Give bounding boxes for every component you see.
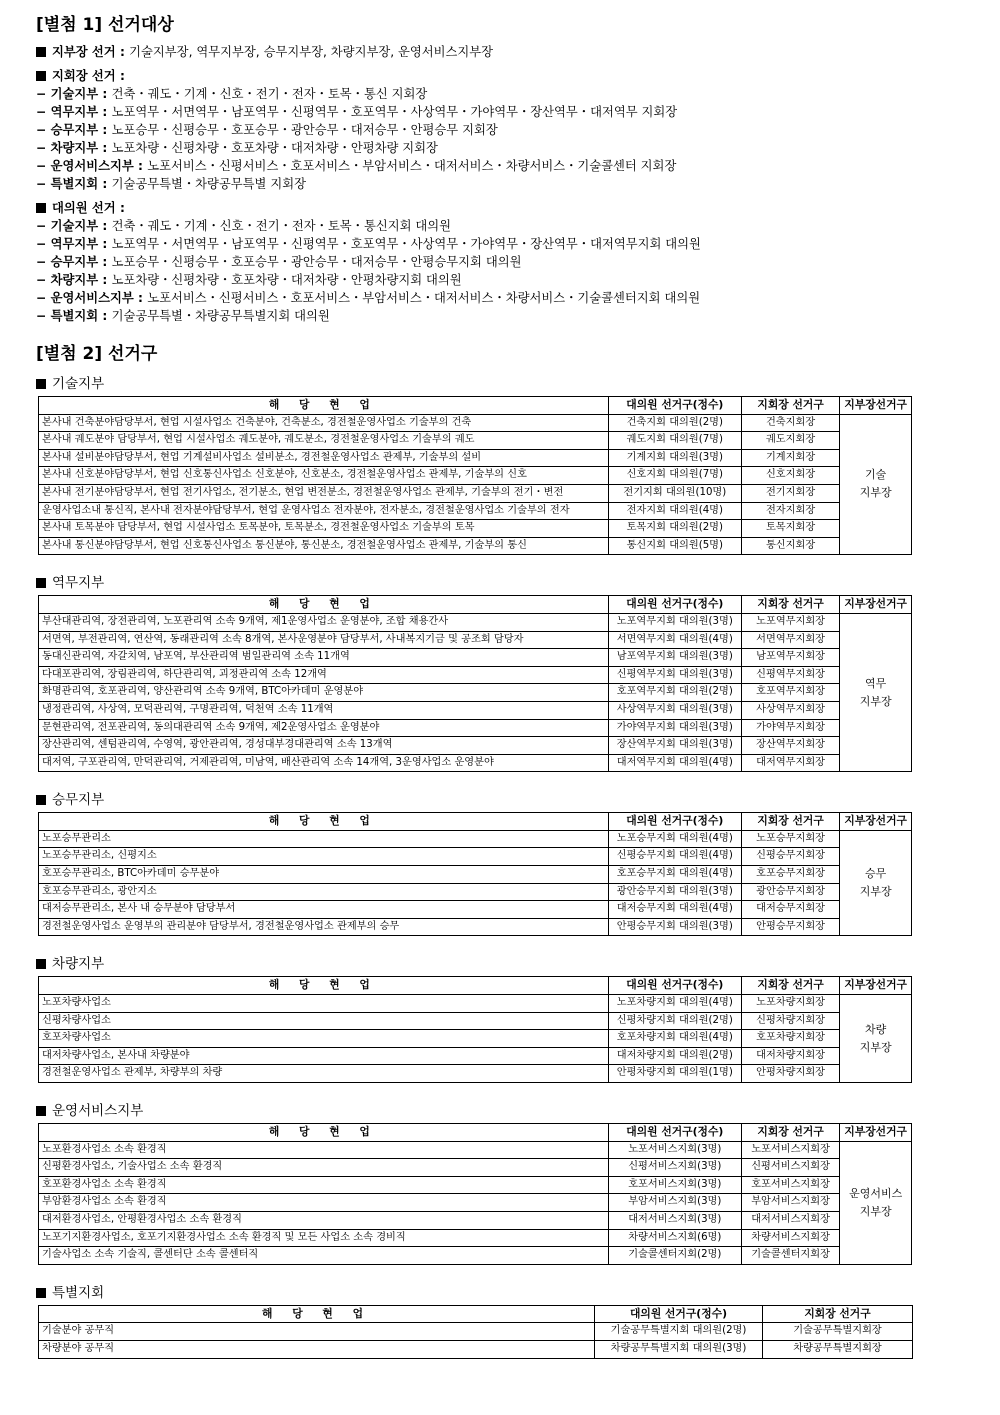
table-row <box>39 1065 912 1083</box>
chapter-head-item <box>36 175 966 193</box>
table-header-row <box>39 397 912 415</box>
cell-chapter: 호포차량지회장 <box>741 1030 839 1048</box>
cell-chapter: 통신지회장 <box>741 537 839 555</box>
cell-chapter: 신평서비스지회장 <box>741 1159 839 1177</box>
cell-work: 본사내 건축분야담당부서, 현업 시설사업소 건축분야, 건축분소, 경전철운영사업소 기술부의 건축 <box>39 414 609 432</box>
cell-work: 노포환경사업소 소속 환경직 <box>39 1141 609 1159</box>
table-wrapper <box>38 1123 966 1265</box>
chapter-head-item <box>36 157 966 175</box>
constituency-table <box>38 396 912 555</box>
delegate-item-text: 건축・궤도・기계・신호・전기・전자・토목・통신지회 대의원 <box>111 219 452 233</box>
table-row <box>39 719 912 737</box>
table-row <box>39 883 912 901</box>
branch-head-value: 기술지부장, 역무지부장, 승무지부장, 차량지부장, 운영서비스지부장 <box>129 45 494 59</box>
cell-work: 경전철운영사업소 운영부의 관리분야 담당부서, 경전철운영사업소 관제부의 승무 <box>39 918 609 936</box>
cell-work: 노포차량사업소 <box>39 995 609 1013</box>
cell-delegate: 통신지회 대의원(5명) <box>608 537 741 555</box>
dash-bullet: − <box>36 159 51 173</box>
chapter-head-item-text: 건축・궤도・기계・신호・전기・전자・토목・통신 지회장 <box>111 87 428 101</box>
table-row <box>39 995 912 1013</box>
delegate-item-name: 차량지부 <box>50 273 99 287</box>
table-row <box>39 848 912 866</box>
section-title: 운영서비스지부 <box>52 1103 144 1119</box>
square-bullet-icon <box>36 578 46 588</box>
cell-chapter: 기술콜센터지회장 <box>741 1247 839 1265</box>
dash-bullet: − <box>36 255 51 269</box>
constituency-table <box>38 1123 912 1265</box>
header-work: 해 당 현 업 <box>39 813 609 831</box>
table-wrapper <box>38 396 966 555</box>
dash-bullet: − <box>36 123 51 137</box>
table-row <box>39 918 912 936</box>
cell-work: 호포차량사업소 <box>39 1030 609 1048</box>
delegate-item <box>36 235 966 253</box>
cell-delegate: 신평차량지회 대의원(2명) <box>608 1012 741 1030</box>
constituency-table <box>38 595 912 772</box>
header-chapter: 지회장 선거구 <box>741 1124 839 1142</box>
table-row <box>39 701 912 719</box>
cell-chapter: 호포역무지회장 <box>741 684 839 702</box>
cell-work: 대저환경사업소, 안평환경사업소 소속 환경직 <box>39 1211 609 1229</box>
section-heading <box>36 571 966 591</box>
cell-chapter: 차량서비스지회장 <box>741 1229 839 1247</box>
cell-delegate: 노포승무지회 대의원(4명) <box>608 830 741 848</box>
cell-delegate: 대저서비스지회(3명) <box>608 1211 741 1229</box>
cell-delegate: 기술콜센터지회(2명) <box>608 1247 741 1265</box>
chapter-head-item-name: 역무지부 <box>50 105 99 119</box>
table-row <box>39 754 912 772</box>
document-page <box>36 10 966 1359</box>
cell-chapter: 토목지회장 <box>741 520 839 538</box>
chapter-head-item-text: 노포역무・서면역무・남포역무・신평역무・호포역무・사상역무・가야역무・장산역무・대저역무 지회장 <box>111 105 678 119</box>
cell-delegate: 호포승무지회 대의원(4명) <box>608 866 741 884</box>
cell-work: 호포승무관리소, BTC아카데미 승무분야 <box>39 866 609 884</box>
spacer <box>36 1265 966 1275</box>
header-delegate: 대의원 선거구(정수) <box>608 397 741 415</box>
constituency-table <box>38 812 912 936</box>
square-bullet-icon <box>36 379 46 389</box>
chapter-head-item-name: 기술지부 <box>50 87 99 101</box>
cell-branch: 차량 지부장 <box>840 995 912 1083</box>
cell-work: 본사내 토목분야 담당부서, 현업 시설사업소 토목분야, 토목분소, 경전철운영사업소 기술부의 토목 <box>39 520 609 538</box>
table-row <box>39 1340 913 1358</box>
header-work: 해 당 현 업 <box>39 977 609 995</box>
cell-delegate: 토목지회 대의원(2명) <box>608 520 741 538</box>
dash-bullet: − <box>36 219 51 233</box>
table-row <box>39 1176 912 1194</box>
cell-chapter: 광안승무지회장 <box>741 883 839 901</box>
cell-work: 기술사업소 소속 기술직, 콜센터단 소속 콜센터직 <box>39 1247 609 1265</box>
chapter-head-item <box>36 103 966 121</box>
separator: : <box>98 141 112 155</box>
cell-delegate: 차량서비스지회(6명) <box>608 1229 741 1247</box>
square-bullet-icon <box>36 1106 46 1116</box>
section-heading <box>36 952 966 972</box>
table-header-row <box>39 977 912 995</box>
square-bullet-icon <box>36 795 46 805</box>
cell-chapter: 대저차량지회장 <box>741 1047 839 1065</box>
cell-work: 부암환경사업소 소속 환경직 <box>39 1194 609 1212</box>
delegate-label: 대의원 선거 <box>52 201 116 215</box>
cell-delegate: 대저역무지회 대의원(4명) <box>608 754 741 772</box>
chapter-head-item-text: 노포서비스・신평서비스・호포서비스・부암서비스・대저서비스・차량서비스・기술콜센터 지회장 <box>147 159 677 173</box>
square-bullet-icon <box>36 1288 46 1298</box>
separator: : <box>98 273 112 287</box>
cell-work: 차량분야 공무직 <box>39 1340 595 1358</box>
cell-chapter: 대저서비스지회장 <box>741 1211 839 1229</box>
branch-head-election <box>36 43 966 61</box>
cell-chapter: 노포차량지회장 <box>741 995 839 1013</box>
cell-chapter: 노포서비스지회장 <box>741 1141 839 1159</box>
delegate-item-text: 기술공무특별・차량공무특별지회 대의원 <box>111 309 330 323</box>
table-row <box>39 1012 912 1030</box>
table-row <box>39 830 912 848</box>
header-delegate: 대의원 선거구(정수) <box>608 596 741 614</box>
cell-chapter: 기계지회장 <box>741 449 839 467</box>
cell-work: 기술분야 공무직 <box>39 1323 595 1341</box>
table-row <box>39 1323 913 1341</box>
section-heading <box>36 1099 966 1119</box>
cell-chapter: 건축지회장 <box>741 414 839 432</box>
section-title: 특별지회 <box>52 1284 105 1301</box>
delegate-item-name: 특별지회 <box>50 309 99 323</box>
header-work: 해 당 현 업 <box>39 397 609 415</box>
table-row <box>39 1030 912 1048</box>
dash-bullet: − <box>36 177 51 191</box>
cell-chapter: 전자지회장 <box>741 502 839 520</box>
cell-delegate: 건축지회 대의원(2명) <box>608 414 741 432</box>
square-bullet-icon <box>36 959 46 969</box>
cell-chapter: 노포역무지회장 <box>741 613 839 631</box>
cell-work: 신평환경사업소, 기술사업소 소속 환경직 <box>39 1159 609 1177</box>
cell-chapter: 호포승무지회장 <box>741 866 839 884</box>
cell-chapter: 안평차량지회장 <box>741 1065 839 1083</box>
cell-chapter: 호포서비스지회장 <box>741 1176 839 1194</box>
table-wrapper <box>38 812 966 936</box>
delegate-item <box>36 217 966 235</box>
cell-work: 본사내 궤도분야 담당부서, 현업 시설사업소 궤도분야, 궤도분소, 경전철운영사업소 기술부의 궤도 <box>39 432 609 450</box>
cell-chapter: 전기지회장 <box>741 484 839 502</box>
chapter-head-item <box>36 121 966 139</box>
header-chapter: 지회장 선거구 <box>741 977 839 995</box>
delegate-item-text: 노포역무・서면역무・남포역무・신평역무・호포역무・사상역무・가야역무・장산역무・대저역무지회 대의원 <box>111 237 701 251</box>
chapter-head-election <box>36 67 966 85</box>
header-work: 해 당 현 업 <box>39 1305 595 1323</box>
separator: : <box>133 159 148 173</box>
cell-work: 대저역, 구포관리역, 만덕관리역, 거제관리역, 미남역, 배산관리역 소속 14개역, 3운영사업소 운영분야 <box>39 754 609 772</box>
separator: : <box>98 219 112 233</box>
cell-work: 냉정관리역, 사상역, 모덕관리역, 구명관리역, 덕천역 소속 11개역 <box>39 701 609 719</box>
delegate-item-text: 노포차량・신평차량・호포차량・대저차량・안평차량지회 대의원 <box>111 273 462 287</box>
table-wrapper <box>38 1305 966 1359</box>
table-row <box>39 866 912 884</box>
delegate-item-name: 운영서비스지부 <box>50 291 134 305</box>
cell-branch: 기술 지부장 <box>840 414 912 555</box>
cell-delegate: 노포서비스지회(3명) <box>608 1141 741 1159</box>
delegate-item-text: 노포서비스・신평서비스・호포서비스・부암서비스・대저서비스・차량서비스・기술콜센터지회 대의원 <box>147 291 701 305</box>
cell-delegate: 신호지회 대의원(7명) <box>608 467 741 485</box>
table-header-row <box>39 813 912 831</box>
cell-work: 신평차량사업소 <box>39 1012 609 1030</box>
header-chapter: 지회장 선거구 <box>741 397 839 415</box>
header-delegate: 대의원 선거구(정수) <box>608 1124 741 1142</box>
delegate-item-text: 노포승무・신평승무・호포승무・광안승무・대저승무・안평승무지회 대의원 <box>111 255 522 269</box>
header-branch: 지부장선거구 <box>840 813 912 831</box>
cell-branch: 운영서비스 지부장 <box>840 1141 912 1264</box>
chapter-head-item <box>36 139 966 157</box>
header-branch: 지부장선거구 <box>840 596 912 614</box>
table-row <box>39 1229 912 1247</box>
table-row <box>39 631 912 649</box>
header-chapter: 지회장 선거구 <box>763 1305 913 1323</box>
cell-work: 문현관리역, 전포관리역, 동의대관리역 소속 9개역, 제2운영사업소 운영분야 <box>39 719 609 737</box>
cell-delegate: 장산역무지회 대의원(3명) <box>608 737 741 755</box>
table-row <box>39 1159 912 1177</box>
cell-delegate: 서면역무지회 대의원(4명) <box>608 631 741 649</box>
annex1-title: [별첨 1] 선거대상 <box>36 15 174 35</box>
chapter-head-item-name: 차량지부 <box>50 141 99 155</box>
cell-chapter: 대저역무지회장 <box>741 754 839 772</box>
table-row <box>39 649 912 667</box>
cell-work: 경전철운영사업소 관제부, 차량부의 차량 <box>39 1065 609 1083</box>
table-wrapper <box>38 976 966 1083</box>
section-title: 승무지부 <box>52 792 105 809</box>
cell-delegate: 호포서비스지회(3명) <box>608 1176 741 1194</box>
header-work: 해 당 현 업 <box>39 596 609 614</box>
table-row <box>39 1047 912 1065</box>
section-heading <box>36 372 966 392</box>
table-row <box>39 684 912 702</box>
branch-head-label: 지부장 선거 <box>52 45 116 59</box>
cell-delegate: 부암서비스지회(3명) <box>608 1194 741 1212</box>
annex2-title: [별첨 2] 선거구 <box>36 344 158 364</box>
cell-delegate: 대저승무지회 대의원(4명) <box>608 901 741 919</box>
table-row <box>39 467 912 485</box>
cell-work: 다대포관리역, 장림관리역, 하단관리역, 괴정관리역 소속 12개역 <box>39 666 609 684</box>
cell-work: 호포승무관리소, 광안지소 <box>39 883 609 901</box>
table-row <box>39 901 912 919</box>
table-row <box>39 502 912 520</box>
section-heading <box>36 1281 966 1301</box>
dash-bullet: − <box>36 87 51 101</box>
header-delegate: 대의원 선거구(정수) <box>608 813 741 831</box>
header-chapter: 지회장 선거구 <box>741 813 839 831</box>
header-branch: 지부장선거구 <box>840 397 912 415</box>
dash-bullet: − <box>36 237 51 251</box>
cell-delegate: 광안승무지회 대의원(3명) <box>608 883 741 901</box>
table-row <box>39 449 912 467</box>
cell-work: 호포환경사업소 소속 환경직 <box>39 1176 609 1194</box>
cell-chapter: 차량공무특별지회장 <box>763 1340 913 1358</box>
cell-delegate: 안평승무지회 대의원(3명) <box>608 918 741 936</box>
chapter-head-item-name: 승무지부 <box>50 123 99 137</box>
cell-chapter: 남포역무지회장 <box>741 649 839 667</box>
cell-delegate: 궤도지회 대의원(7명) <box>608 432 741 450</box>
chapter-head-item-text: 노포차량・신평차량・호포차량・대저차량・안평차량 지회장 <box>111 141 438 155</box>
delegate-item <box>36 307 966 325</box>
table-row <box>39 537 912 555</box>
dash-bullet: − <box>36 141 51 155</box>
header-delegate: 대의원 선거구(정수) <box>608 977 741 995</box>
table-row <box>39 520 912 538</box>
cell-chapter: 부암서비스지회장 <box>741 1194 839 1212</box>
cell-delegate: 기술공무특별지회 대의원(2명) <box>595 1323 763 1341</box>
separator: : <box>98 255 112 269</box>
cell-delegate: 차량공무특별지회 대의원(3명) <box>595 1340 763 1358</box>
header-chapter: 지회장 선거구 <box>741 596 839 614</box>
chapter-head-label: 지회장 선거 <box>52 69 116 83</box>
header-branch: 지부장선거구 <box>840 977 912 995</box>
table-wrapper <box>38 595 966 772</box>
cell-delegate: 기계지회 대의원(3명) <box>608 449 741 467</box>
cell-chapter: 사상역무지회장 <box>741 701 839 719</box>
cell-work: 장산관리역, 센텀관리역, 수영역, 광안관리역, 경성대부경대관리역 소속 13개역 <box>39 737 609 755</box>
cell-work: 노포승무관리소 <box>39 830 609 848</box>
delegate-item <box>36 271 966 289</box>
cell-delegate: 전자지회 대의원(4명) <box>608 502 741 520</box>
cell-chapter: 가야역무지회장 <box>741 719 839 737</box>
cell-delegate: 노포역무지회 대의원(3명) <box>608 613 741 631</box>
table-header-row <box>39 1124 912 1142</box>
chapter-head-item-text: 노포승무・신평승무・호포승무・광안승무・대저승무・안평승무 지회장 <box>111 123 498 137</box>
cell-work: 노포기지환경사업소, 호포기지환경사업소 소속 환경직 및 모든 사업소 소속 경비직 <box>39 1229 609 1247</box>
separator: : <box>115 45 130 59</box>
table-row <box>39 432 912 450</box>
table-row <box>39 1247 912 1265</box>
cell-work: 본사내 전기분야담당부서, 현업 전기사업소, 전기분소, 현업 변전분소, 경전철운영사업소 관제부, 기술부의 전기・변전 <box>39 484 609 502</box>
delegate-election <box>36 199 966 217</box>
cell-work: 본사내 설비분야담당부서, 현업 기계설비사업소 설비분소, 경전철운영사업소 관제부, 기술부의 설비 <box>39 449 609 467</box>
header-branch: 지부장선거구 <box>840 1124 912 1142</box>
chapter-head-item-name: 특별지회 <box>50 177 99 191</box>
cell-delegate: 전기지회 대의원(10명) <box>608 484 741 502</box>
separator: : <box>133 291 148 305</box>
header-delegate: 대의원 선거구(정수) <box>595 1305 763 1323</box>
table-row <box>39 666 912 684</box>
square-bullet-icon <box>36 71 46 81</box>
delegate-item-name: 승무지부 <box>50 255 99 269</box>
cell-delegate: 호포차량지회 대의원(4명) <box>608 1030 741 1048</box>
chapter-head-item-text: 기술공무특별・차량공무특별 지회장 <box>111 177 306 191</box>
separator: : <box>98 105 112 119</box>
delegate-item-name: 역무지부 <box>50 237 99 251</box>
separator: : <box>98 309 112 323</box>
cell-chapter: 노포승무지회장 <box>741 830 839 848</box>
cell-work: 서면역, 부전관리역, 연산역, 동래관리역 소속 8개역, 본사운영분야 담당부서, 사내복지기금 및 공조회 담당자 <box>39 631 609 649</box>
constituency-table <box>38 976 912 1083</box>
separator: : <box>115 69 125 83</box>
cell-chapter: 기술공무특별지회장 <box>763 1323 913 1341</box>
cell-delegate: 사상역무지회 대의원(3명) <box>608 701 741 719</box>
separator: : <box>98 237 112 251</box>
cell-chapter: 서면역무지회장 <box>741 631 839 649</box>
cell-chapter: 장산역무지회장 <box>741 737 839 755</box>
cell-work: 동대신관리역, 자갈치역, 남포역, 부산관리역 범일관리역 소속 11개역 <box>39 649 609 667</box>
spacer <box>36 936 966 946</box>
cell-branch: 승무 지부장 <box>840 830 912 936</box>
separator: : <box>115 201 125 215</box>
chapter-head-list <box>36 85 966 193</box>
table-row <box>39 737 912 755</box>
table-row <box>39 484 912 502</box>
cell-chapter: 궤도지회장 <box>741 432 839 450</box>
table-row <box>39 1211 912 1229</box>
cell-chapter: 신평승무지회장 <box>741 848 839 866</box>
delegate-list <box>36 217 966 325</box>
cell-work: 부산대관리역, 장전관리역, 노포관리역 소속 9개역, 제1운영사업소 운영분야, 조합 채용간사 <box>39 613 609 631</box>
cell-chapter: 안평승무지회장 <box>741 918 839 936</box>
separator: : <box>98 87 112 101</box>
cell-delegate: 대저차량지회 대의원(2명) <box>608 1047 741 1065</box>
delegate-item-name: 기술지부 <box>50 219 99 233</box>
square-bullet-icon <box>36 47 46 57</box>
dash-bullet: − <box>36 105 51 119</box>
table-row <box>39 613 912 631</box>
cell-delegate: 안평차량지회 대의원(1명) <box>608 1065 741 1083</box>
cell-delegate: 가야역무지회 대의원(3명) <box>608 719 741 737</box>
table-header-row <box>39 1305 913 1323</box>
cell-delegate: 신평승무지회 대의원(4명) <box>608 848 741 866</box>
delegate-item <box>36 289 966 307</box>
section-title: 차량지부 <box>52 956 105 973</box>
cell-delegate: 남포역무지회 대의원(3명) <box>608 649 741 667</box>
section-title: 역무지부 <box>52 575 105 592</box>
chapter-head-item-name: 운영서비스지부 <box>50 159 134 173</box>
cell-work: 노포승무관리소, 신평지소 <box>39 848 609 866</box>
delegate-item <box>36 253 966 271</box>
chapter-head-item <box>36 85 966 103</box>
cell-work: 운영사업소내 통신직, 본사내 전자분야담당부서, 현업 운영사업소 전자분야, 전자분소, 경전철운영사업소 기술부의 전자 <box>39 502 609 520</box>
section-heading <box>36 788 966 808</box>
cell-delegate: 노포차량지회 대의원(4명) <box>608 995 741 1013</box>
separator: : <box>98 123 112 137</box>
cell-chapter: 대저승무지회장 <box>741 901 839 919</box>
table-row <box>39 1141 912 1159</box>
cell-work: 대저차량사업소, 본사내 차량분야 <box>39 1047 609 1065</box>
cell-chapter: 신평차량지회장 <box>741 1012 839 1030</box>
dash-bullet: − <box>36 291 51 305</box>
cell-delegate: 신평역무지회 대의원(3명) <box>608 666 741 684</box>
table-row <box>39 1194 912 1212</box>
table-header-row <box>39 596 912 614</box>
cell-work: 화명관리역, 호포관리역, 양산관리역 소속 9개역, BTC아카데미 운영분야 <box>39 684 609 702</box>
cell-chapter: 신호지회장 <box>741 467 839 485</box>
dash-bullet: − <box>36 273 51 287</box>
constituency-table <box>38 1305 913 1359</box>
spacer <box>36 555 966 565</box>
cell-work: 본사내 통신분야담당부서, 현업 신호통신사업소 통신분야, 통신분소, 경전철운영사업소 관제부, 기술부의 통신 <box>39 537 609 555</box>
spacer <box>36 772 966 782</box>
spacer <box>36 1083 966 1093</box>
cell-delegate: 호포역무지회 대의원(2명) <box>608 684 741 702</box>
square-bullet-icon <box>36 203 46 213</box>
section-title: 기술지부 <box>52 376 105 392</box>
dash-bullet: − <box>36 309 51 323</box>
cell-chapter: 신평역무지회장 <box>741 666 839 684</box>
table-row <box>39 414 912 432</box>
constituency-tables <box>36 372 966 1359</box>
cell-work: 대저승무관리소, 본사 내 승무분야 담당부서 <box>39 901 609 919</box>
separator: : <box>98 177 112 191</box>
cell-delegate: 신평서비스지회(3명) <box>608 1159 741 1177</box>
cell-work: 본사내 신호분야담당부서, 현업 신호통신사업소 신호분야, 신호분소, 경전철운영사업소 관제부, 기술부의 신호 <box>39 467 609 485</box>
header-work: 해 당 현 업 <box>39 1124 609 1142</box>
cell-branch: 역무 지부장 <box>840 613 912 771</box>
